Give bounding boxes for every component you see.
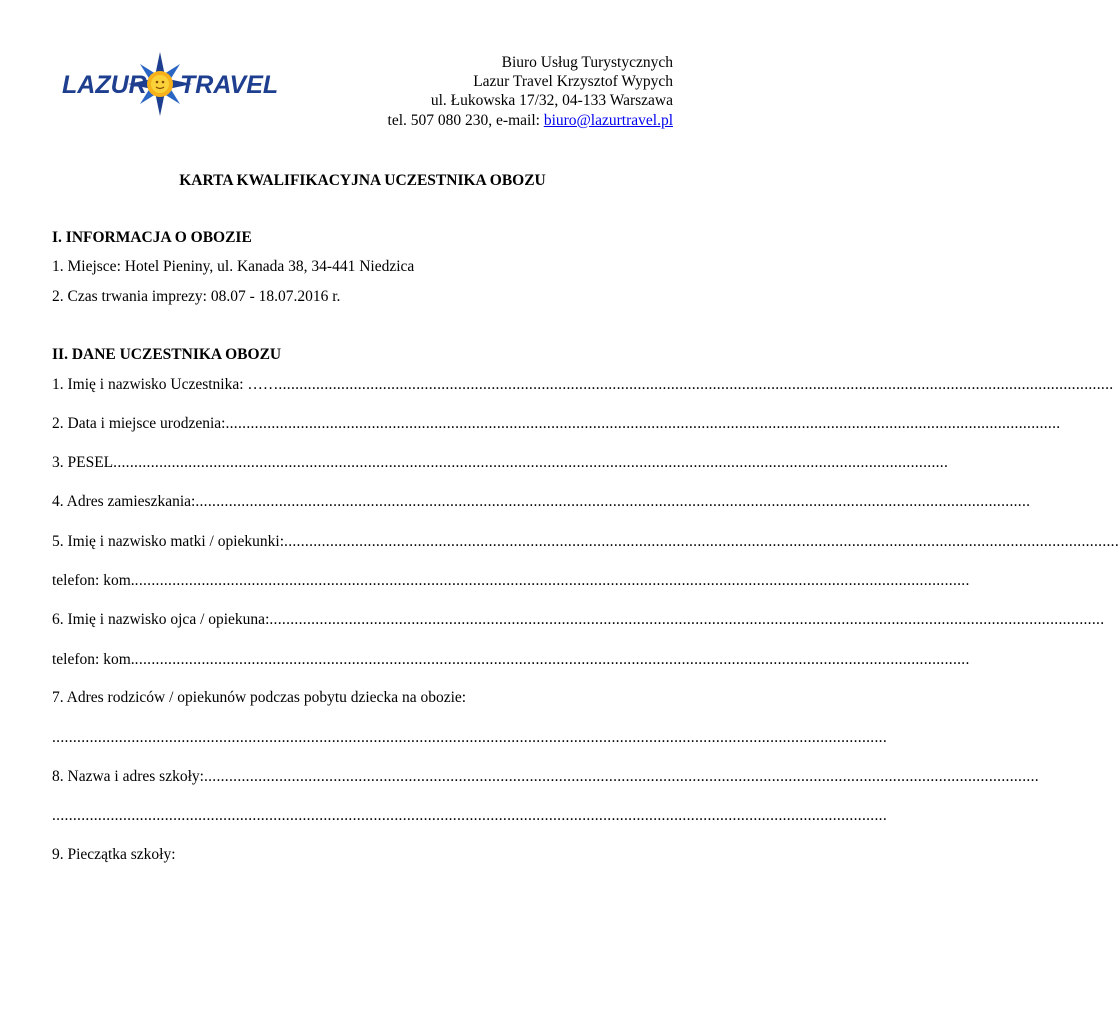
field-label: 3. PESEL bbox=[52, 454, 114, 471]
field-participant-name[interactable] bbox=[52, 376, 1114, 394]
field-school-stamp[interactable] bbox=[52, 846, 176, 864]
dotted-fill: ........................................................................................................................................................................................................ bbox=[195, 493, 1031, 510]
field-school-name[interactable] bbox=[52, 768, 1039, 786]
field-label: 1. Imię i nazwisko Uczestnika: …… bbox=[52, 376, 279, 393]
field-label: 8. Nazwa i adres szkoły: bbox=[52, 768, 204, 785]
dotted-fill: ........................................................................................................................................................................................................ bbox=[203, 768, 1039, 785]
field-label: 5. Imię i nazwisko matki / opiekunki: bbox=[52, 533, 285, 550]
dotted-fill: ........................................................................................................................................................................................................ bbox=[225, 415, 1061, 432]
field-label: 6. Imię i nazwisko ojca / opiekuna: bbox=[52, 611, 270, 628]
dotted-fill: ........................................................................................................................................................................................................ bbox=[269, 611, 1105, 628]
field-label: 9. Pieczątka szkoły: bbox=[52, 846, 176, 863]
document-title: KARTA KWALIFIKACYJNA UCZESTNIKA OBOZU bbox=[179, 172, 546, 189]
logo-right-text: TRAVEL bbox=[180, 71, 279, 99]
email-link[interactable]: biuro@lazurtravel.pl bbox=[543, 112, 673, 129]
dotted-fill: ........................................................................................................................................................................................................ bbox=[52, 807, 887, 824]
dotted-fill: ........................................................................................................................................................................................................ bbox=[278, 376, 1114, 393]
dotted-fill: ........................................................................................................................................................................................................ bbox=[52, 729, 887, 746]
field-parents-address-label bbox=[52, 689, 466, 707]
dotted-fill: ........................................................................................................................................................................................................ bbox=[134, 572, 970, 589]
field-mother-name[interactable] bbox=[52, 533, 1119, 551]
field-pesel[interactable] bbox=[52, 454, 949, 472]
section2-heading: II. DANE UCZESTNIKA OBOZU bbox=[52, 346, 282, 363]
company-name-line: Biuro Usług Turystycznych bbox=[501, 54, 673, 71]
lazur-travel-logo bbox=[58, 50, 279, 120]
section1-heading: I. INFORMACJA O OBOZIE bbox=[52, 229, 252, 246]
company-contact-line bbox=[388, 111, 673, 130]
field-father-phone[interactable] bbox=[52, 651, 970, 669]
section1-item-place: 1. Miejsce: Hotel Pieniny, ul. Kanada 38, 34-441 Niedzica bbox=[52, 258, 415, 275]
contact-prefix: tel. 507 080 230, e-mail: bbox=[387, 112, 544, 129]
field-label: telefon: kom. bbox=[52, 651, 135, 668]
company-owner-line: Lazur Travel Krzysztof Wypych bbox=[473, 73, 673, 90]
field-label: 7. Adres rodziców / opiekunów podczas pobytu dziecka na obozie: bbox=[52, 689, 467, 706]
dotted-fill: ........................................................................................................................................................................................................ bbox=[134, 651, 970, 668]
logo-left-text: LAZUR bbox=[62, 71, 147, 99]
field-label: 4. Adres zamieszkania: bbox=[52, 493, 196, 510]
section1-item-duration: 2. Czas trwania imprezy: 08.07 - 18.07.2016 r. bbox=[52, 288, 341, 305]
field-mother-phone[interactable] bbox=[52, 572, 970, 590]
company-address-line: ul. Łukowska 17/32, 04-133 Warszawa bbox=[430, 92, 673, 109]
field-label: 2. Data i miejsce urodzenia: bbox=[52, 415, 226, 432]
dotted-fill: ........................................................................................................................................................................................................ bbox=[284, 533, 1119, 550]
field-birth-date-place[interactable] bbox=[52, 415, 1061, 433]
field-label: telefon: kom. bbox=[52, 572, 135, 589]
field-home-address[interactable] bbox=[52, 493, 1031, 511]
field-father-name[interactable] bbox=[52, 611, 1105, 629]
dotted-fill: ........................................................................................................................................................................................................ bbox=[113, 454, 949, 471]
